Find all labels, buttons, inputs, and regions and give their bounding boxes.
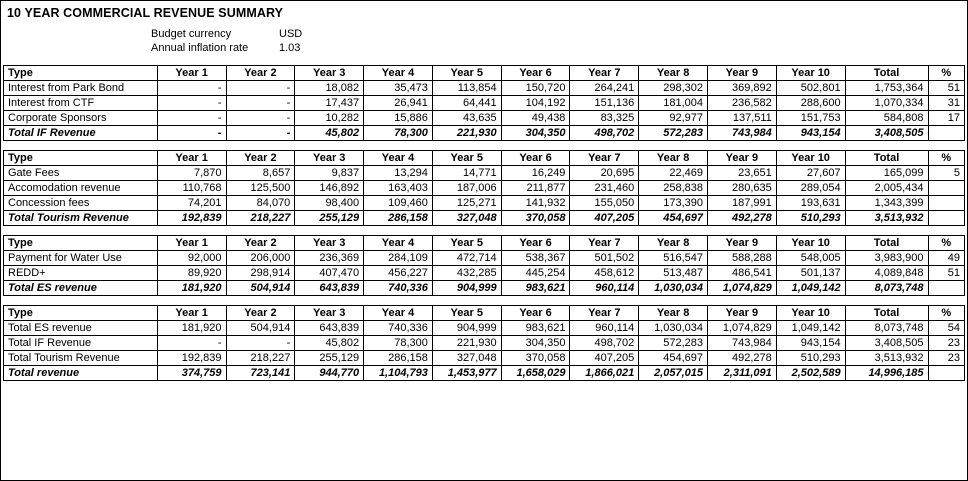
table-cell: 16,249 [501,166,570,181]
table-cell: 432,285 [432,266,501,281]
table-cell: 1,049,142 [776,281,845,296]
row-label: Interest from Park Bond [4,81,158,96]
table-cell: 83,325 [570,111,639,126]
table-cell: 454,697 [639,211,708,226]
column-header: Type [4,66,158,81]
column-header: Total [845,151,928,166]
table-cell: 8,073,748 [845,321,928,336]
table-cell: 740,336 [364,321,433,336]
table-row [4,181,965,196]
table-row [4,251,965,266]
table-cell: 458,612 [570,266,639,281]
table-cell: 13,294 [364,166,433,181]
table-cell: 1,453,977 [432,366,501,381]
table-cell: 187,006 [432,181,501,196]
column-header: Year 7 [570,151,639,166]
column-header: Type [4,151,158,166]
table-cell: 1,753,364 [845,81,928,96]
column-header: Year 8 [639,306,708,321]
table-cell: 27,607 [776,166,845,181]
column-header: Year 3 [295,236,364,251]
percent-cell: 54 [928,321,965,336]
table-cell: 236,582 [708,96,777,111]
column-header: Year 3 [295,151,364,166]
table-cell: 584,808 [845,111,928,126]
table-cell: 492,278 [708,211,777,226]
table-cell: - [226,111,295,126]
column-header: Year 2 [226,151,295,166]
table-cell: 15,886 [364,111,433,126]
table-cell: 74,201 [157,196,226,211]
column-header: Year 9 [708,306,777,321]
table-cell: 18,082 [295,81,364,96]
table-row [4,351,965,366]
table-cell: 89,920 [157,266,226,281]
table-cell: 125,271 [432,196,501,211]
table-cell: 904,999 [432,281,501,296]
row-label: Gate Fees [4,166,158,181]
table-header-row [4,151,965,166]
table-cell: 486,541 [708,266,777,281]
percent-cell [928,366,965,381]
table-cell: 960,114 [570,321,639,336]
table-cell: 2,311,091 [708,366,777,381]
percent-cell [928,181,965,196]
parameter-label: Annual inflation rate [151,42,249,54]
table-total-revenue [3,305,965,381]
table-cell: 17,437 [295,96,364,111]
percent-cell: 51 [928,81,965,96]
row-label: Total IF Revenue [4,336,158,351]
column-header: Type [4,236,158,251]
table-cell: 155,050 [570,196,639,211]
table-cell: 8,657 [226,166,295,181]
column-header: % [928,236,965,251]
table-cell: 110,768 [157,181,226,196]
parameter-value: USD [279,28,303,40]
row-label: Total ES revenue [4,321,158,336]
table-cell: 513,487 [639,266,708,281]
table-cell: 327,048 [432,351,501,366]
table-row [4,211,965,226]
column-header: Year 2 [226,306,295,321]
table-cell: 218,227 [226,351,295,366]
column-header: Total [845,236,928,251]
table-cell: - [226,81,295,96]
parameter-row [151,42,967,55]
table-cell: 151,753 [776,111,845,126]
row-label: Total Tourism Revenue [4,351,158,366]
column-header: Year 6 [501,236,570,251]
column-header: Year 6 [501,306,570,321]
table-cell: 298,914 [226,266,295,281]
table-header-row [4,236,965,251]
table-cell: 538,367 [501,251,570,266]
percent-cell: 31 [928,96,965,111]
table-cell: - [157,81,226,96]
table-cell: - [226,336,295,351]
column-header: Year 7 [570,306,639,321]
table-cell: 150,720 [501,81,570,96]
table-cell: 284,109 [364,251,433,266]
table-row [4,81,965,96]
column-header: Year 6 [501,66,570,81]
column-header: Year 4 [364,66,433,81]
column-header: Year 8 [639,151,708,166]
table-cell: 206,000 [226,251,295,266]
column-header: Year 8 [639,66,708,81]
table-row [4,321,965,336]
table-cell: - [157,126,226,141]
table-cell: 289,054 [776,181,845,196]
row-label: Concession fees [4,196,158,211]
table-cell: 10,282 [295,111,364,126]
table-cell: 181,004 [639,96,708,111]
table-cell: 193,631 [776,196,845,211]
table-cell: 192,839 [157,211,226,226]
column-header: Year 7 [570,236,639,251]
table-cell: 572,283 [639,336,708,351]
table-cell: 64,441 [432,96,501,111]
table-cell: 502,801 [776,81,845,96]
table-cell: 723,141 [226,366,295,381]
parameters-block [151,28,967,55]
table-cell: 498,702 [570,336,639,351]
table-cell: 516,547 [639,251,708,266]
table-cell: 20,695 [570,166,639,181]
table-cell: 407,205 [570,351,639,366]
percent-cell [928,196,965,211]
table-cell: 137,511 [708,111,777,126]
table-cell: 7,870 [157,166,226,181]
table-row [4,111,965,126]
table-cell: 327,048 [432,211,501,226]
percent-cell: 23 [928,351,965,366]
table-cell: 510,293 [776,351,845,366]
table-cell: 740,336 [364,281,433,296]
column-header: Year 2 [226,236,295,251]
table-row [4,126,965,141]
table-cell: 211,877 [501,181,570,196]
table-cell: 904,999 [432,321,501,336]
table-cell: 643,839 [295,321,364,336]
column-header: Year 4 [364,236,433,251]
column-header: Year 5 [432,151,501,166]
table-cell: 2,057,015 [639,366,708,381]
table-cell: 221,930 [432,126,501,141]
column-header: Year 6 [501,151,570,166]
table-cell: 304,350 [501,126,570,141]
table-investment-fund-revenue [3,65,965,141]
table-cell: 187,991 [708,196,777,211]
table-cell: 288,600 [776,96,845,111]
column-header: Type [4,306,158,321]
table-cell: - [157,336,226,351]
table-cell: - [226,126,295,141]
table-header-row [4,66,965,81]
row-label: Total ES revenue [4,281,158,296]
table-row [4,166,965,181]
row-label: Total revenue [4,366,158,381]
table-cell: 258,838 [639,181,708,196]
column-header: Year 3 [295,306,364,321]
table-cell: - [157,96,226,111]
table-cell: 218,227 [226,211,295,226]
table-row [4,336,965,351]
table-cell: 501,502 [570,251,639,266]
table-cell: 43,635 [432,111,501,126]
table-cell: 407,205 [570,211,639,226]
table-cell: 2,502,589 [776,366,845,381]
table-cell: 548,005 [776,251,845,266]
table-cell: 1,866,021 [570,366,639,381]
table-cell: 3,513,932 [845,351,928,366]
table-row [4,96,965,111]
column-header: Year 7 [570,66,639,81]
column-header: Year 4 [364,151,433,166]
tables-container [3,65,965,381]
column-header: Year 2 [226,66,295,81]
table-cell: 492,278 [708,351,777,366]
table-cell: 255,129 [295,351,364,366]
table-row [4,196,965,211]
table-cell: 643,839 [295,281,364,296]
column-header: Year 5 [432,306,501,321]
table-cell: 9,837 [295,166,364,181]
column-header: Year 10 [776,236,845,251]
column-header: % [928,306,965,321]
table-cell: 943,154 [776,336,845,351]
table-cell: 141,932 [501,196,570,211]
table-cell: 1,030,034 [639,281,708,296]
table-cell: 1,030,034 [639,321,708,336]
table-cell: 2,005,434 [845,181,928,196]
table-cell: 146,892 [295,181,364,196]
column-header: Year 9 [708,151,777,166]
row-label: Total Tourism Revenue [4,211,158,226]
table-row [4,281,965,296]
table-cell: 3,513,932 [845,211,928,226]
table-cell: 1,343,399 [845,196,928,211]
table-cell: 231,460 [570,181,639,196]
table-cell: 84,070 [226,196,295,211]
table-cell: 286,158 [364,351,433,366]
table-cell: 498,702 [570,126,639,141]
table-ecosystem-services-revenue [3,235,965,296]
table-cell: 454,697 [639,351,708,366]
column-header: Year 9 [708,236,777,251]
table-cell: 4,089,848 [845,266,928,281]
table-cell: 407,470 [295,266,364,281]
table-cell: 369,892 [708,81,777,96]
table-cell: 1,104,793 [364,366,433,381]
table-cell: 298,302 [639,81,708,96]
table-cell: 78,300 [364,336,433,351]
table-cell: 173,390 [639,196,708,211]
table-cell: 1,070,334 [845,96,928,111]
table-cell: 236,369 [295,251,364,266]
table-cell: 92,000 [157,251,226,266]
column-header: Year 10 [776,306,845,321]
table-cell: 181,920 [157,281,226,296]
table-cell: 35,473 [364,81,433,96]
table-cell: 181,920 [157,321,226,336]
table-cell: - [157,111,226,126]
table-cell: 92,977 [639,111,708,126]
percent-cell: 51 [928,266,965,281]
table-cell: 1,074,829 [708,281,777,296]
table-cell: 151,136 [570,96,639,111]
percent-cell [928,211,965,226]
percent-cell: 5 [928,166,965,181]
column-header: Year 8 [639,236,708,251]
column-header: Year 1 [157,306,226,321]
table-cell: 374,759 [157,366,226,381]
column-header: Year 1 [157,236,226,251]
table-cell: 943,154 [776,126,845,141]
table-cell: 456,227 [364,266,433,281]
table-tourism-revenue [3,150,965,226]
table-cell: 23,651 [708,166,777,181]
table-cell: 304,350 [501,336,570,351]
table-cell: 983,621 [501,321,570,336]
table-cell: 165,099 [845,166,928,181]
row-label: Corporate Sponsors [4,111,158,126]
table-cell: 163,403 [364,181,433,196]
column-header: Year 1 [157,66,226,81]
parameter-row [151,28,967,41]
column-header: Total [845,66,928,81]
table-cell: 221,930 [432,336,501,351]
table-cell: 14,996,185 [845,366,928,381]
table-cell: 370,058 [501,351,570,366]
table-cell: 743,984 [708,336,777,351]
table-cell: 960,114 [570,281,639,296]
table-cell: 3,983,900 [845,251,928,266]
table-header-row [4,306,965,321]
parameter-value: 1.03 [279,42,301,54]
table-cell: 504,914 [226,281,295,296]
table-cell: 3,408,505 [845,126,928,141]
table-cell: 3,408,505 [845,336,928,351]
column-header: Year 10 [776,66,845,81]
percent-cell: 17 [928,111,965,126]
column-header: Year 3 [295,66,364,81]
table-cell: 501,137 [776,266,845,281]
row-label: Total IF Revenue [4,126,158,141]
table-cell: 944,770 [295,366,364,381]
column-header: Year 4 [364,306,433,321]
table-row [4,266,965,281]
table-cell: 1,658,029 [501,366,570,381]
table-cell: 45,802 [295,126,364,141]
row-label: Interest from CTF [4,96,158,111]
table-cell: 280,635 [708,181,777,196]
page-title: 10 YEAR COMMERCIAL REVENUE SUMMARY [7,6,284,20]
table-cell: 264,241 [570,81,639,96]
table-cell: 98,400 [295,196,364,211]
column-header: Year 10 [776,151,845,166]
table-cell: 743,984 [708,126,777,141]
column-header: Year 1 [157,151,226,166]
column-header: % [928,66,965,81]
table-cell: 510,293 [776,211,845,226]
table-cell: 109,460 [364,196,433,211]
table-cell: 472,714 [432,251,501,266]
table-cell: 45,802 [295,336,364,351]
table-cell: 26,941 [364,96,433,111]
row-label: Payment for Water Use [4,251,158,266]
table-cell: 49,438 [501,111,570,126]
row-label: Accomodation revenue [4,181,158,196]
column-header: % [928,151,965,166]
table-cell: 78,300 [364,126,433,141]
table-cell: 113,854 [432,81,501,96]
percent-cell [928,126,965,141]
table-cell: 1,049,142 [776,321,845,336]
table-cell: 1,074,829 [708,321,777,336]
table-cell: 286,158 [364,211,433,226]
table-cell: 22,469 [639,166,708,181]
column-header: Year 9 [708,66,777,81]
table-cell: - [226,96,295,111]
percent-cell [928,281,965,296]
parameter-label: Budget currency [151,28,232,40]
table-cell: 445,254 [501,266,570,281]
column-header: Year 5 [432,66,501,81]
table-cell: 504,914 [226,321,295,336]
percent-cell: 49 [928,251,965,266]
table-cell: 588,288 [708,251,777,266]
column-header: Year 5 [432,236,501,251]
percent-cell: 23 [928,336,965,351]
table-cell: 14,771 [432,166,501,181]
table-cell: 192,839 [157,351,226,366]
table-cell: 983,621 [501,281,570,296]
table-cell: 255,129 [295,211,364,226]
table-cell: 370,058 [501,211,570,226]
row-label: REDD+ [4,266,158,281]
column-header: Total [845,306,928,321]
table-cell: 104,192 [501,96,570,111]
table-cell: 572,283 [639,126,708,141]
table-cell: 8,073,748 [845,281,928,296]
table-cell: 125,500 [226,181,295,196]
table-row [4,366,965,381]
